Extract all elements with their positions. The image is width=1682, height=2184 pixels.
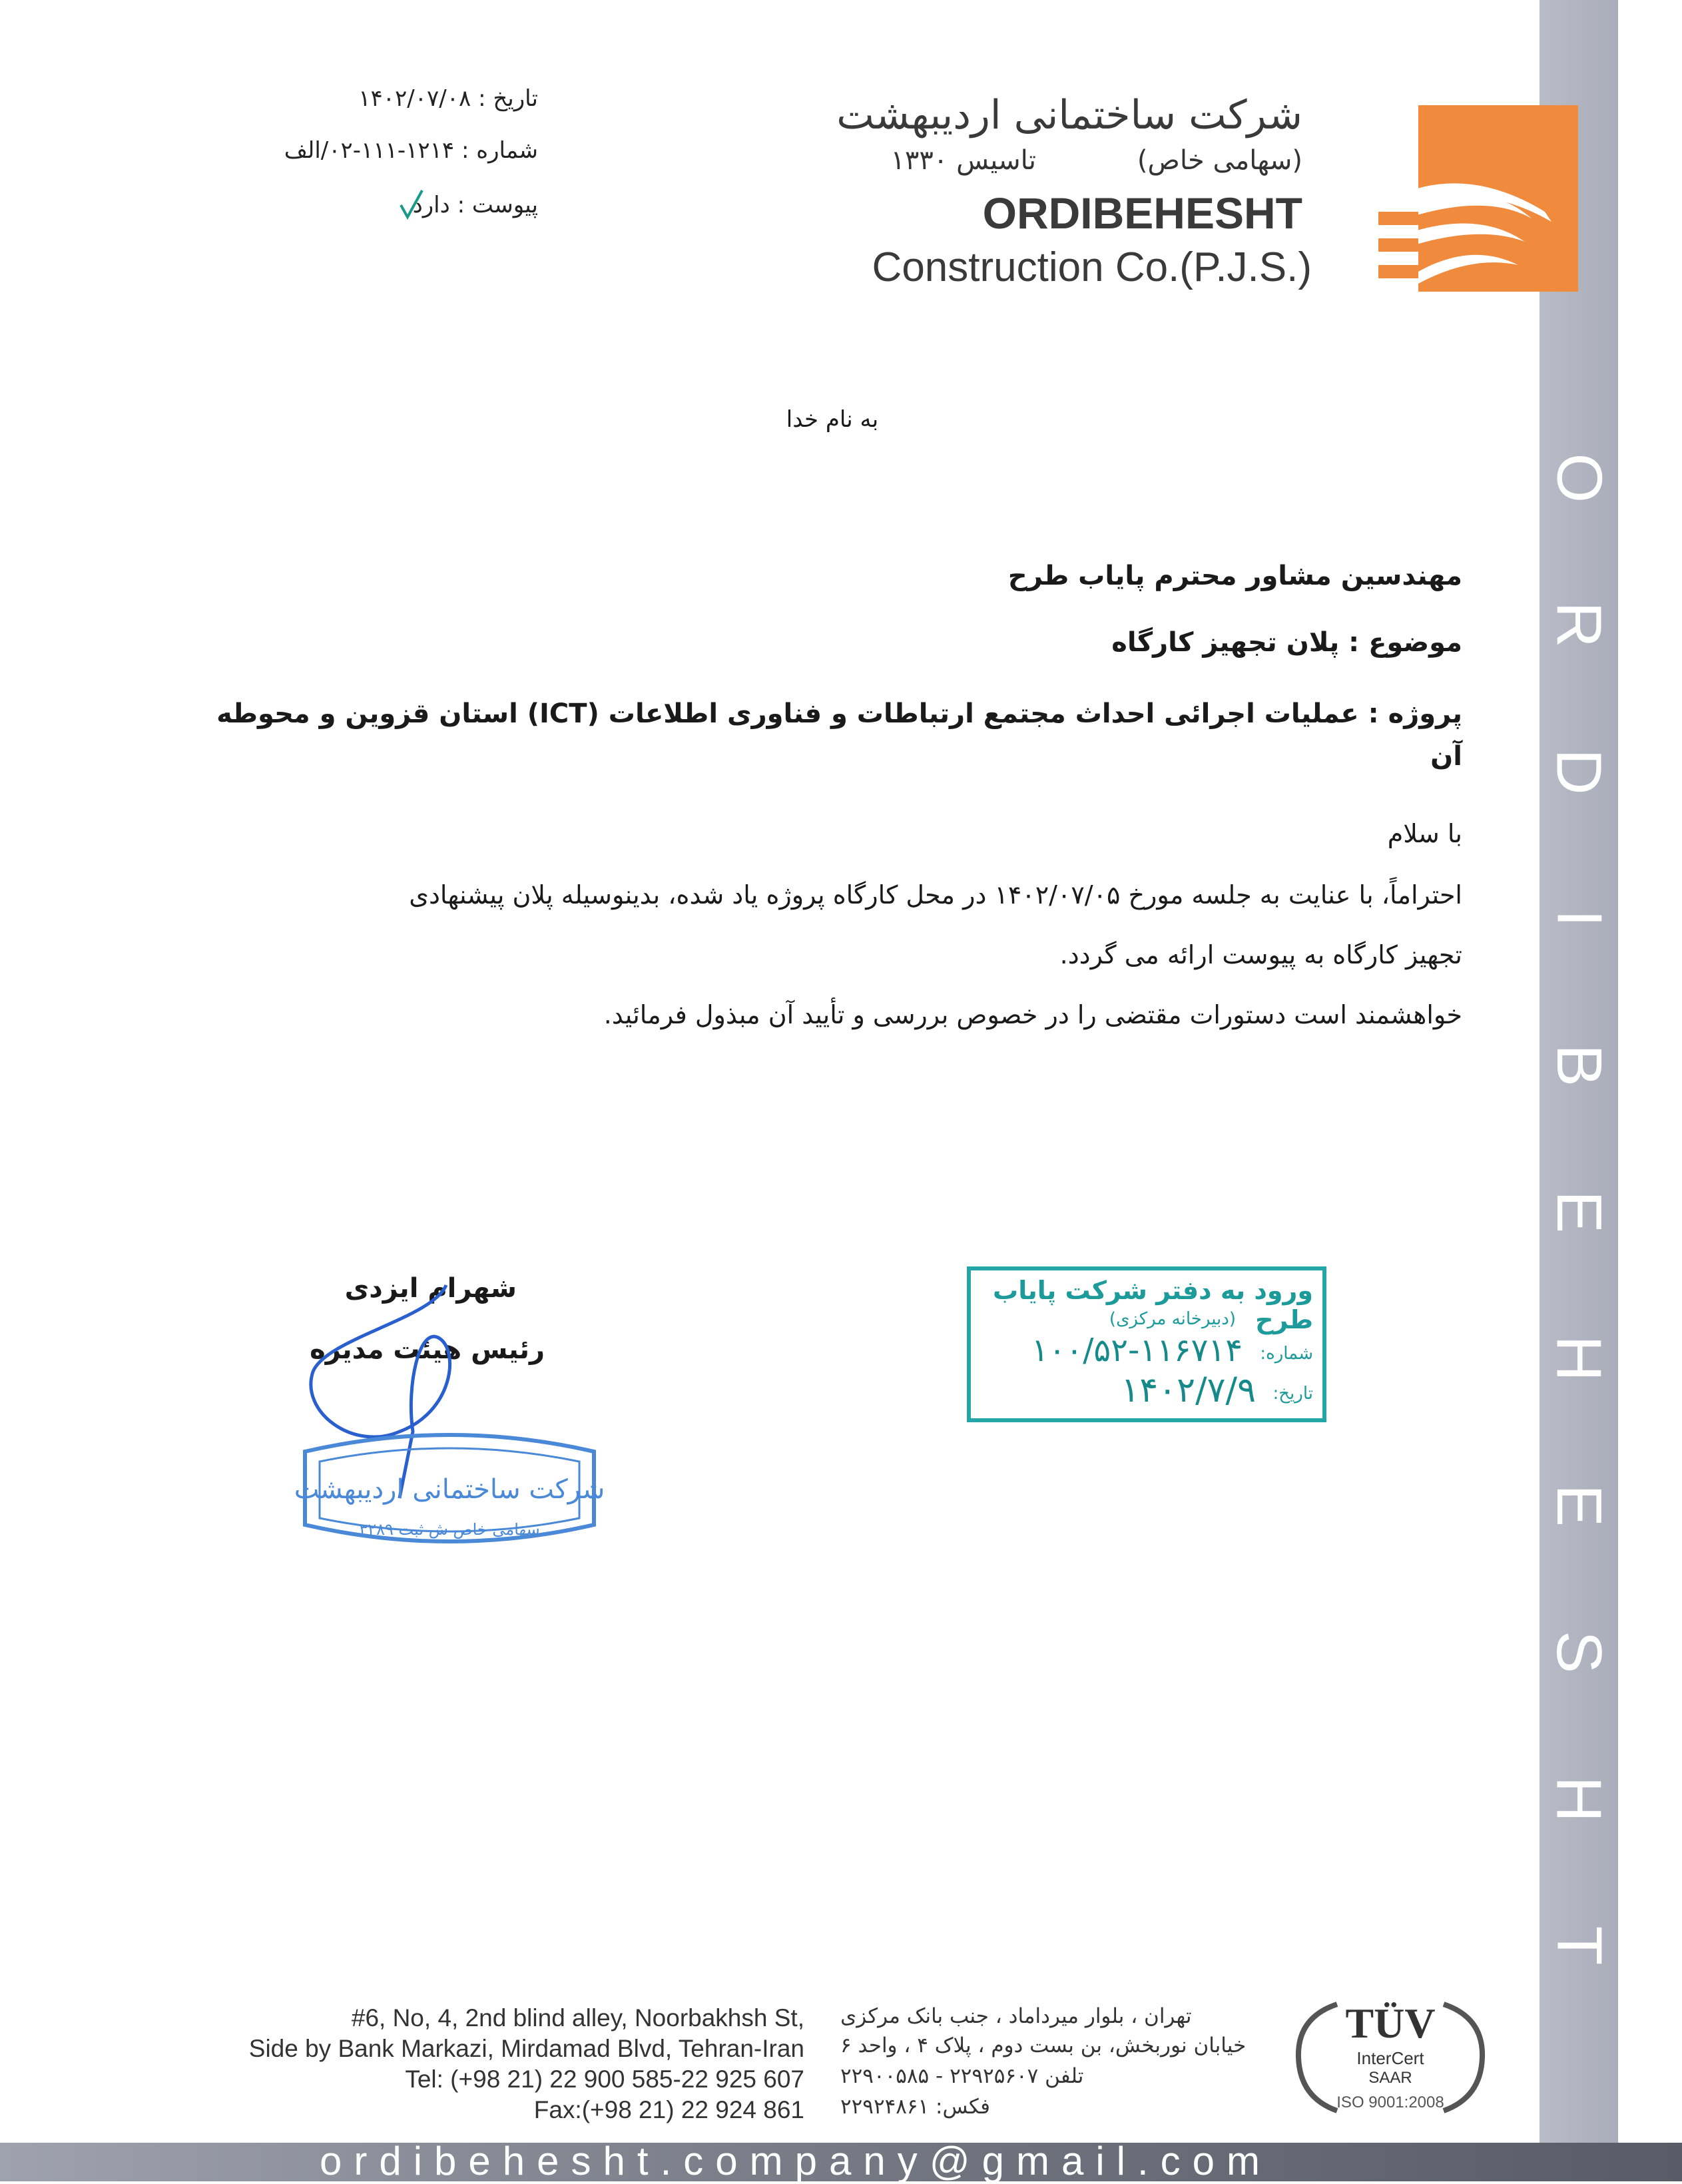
company-name-fa: شرکت ساختمانی اردیبهشت xyxy=(836,92,1302,138)
side-band-letter: H xyxy=(1543,1335,1615,1382)
body-line-3: خواهشمند است دستورات مقتضی را در خصوص بررسی و تأیید آن مبذول فرمائید. xyxy=(603,1000,1462,1029)
incoming-stamp-number-label: شماره: xyxy=(1260,1344,1313,1364)
greeting: با سلام xyxy=(1387,819,1462,848)
side-band-margin xyxy=(1618,0,1682,2181)
letter-number: شماره : ۱۲۱۴-۱۱۱-۰۲/الف xyxy=(284,137,538,164)
company-name-en-line2: Construction Co.(P.J.S.) xyxy=(872,244,1312,290)
company-stamp-text: شرکت ساختمانی اردیبهشت xyxy=(294,1474,605,1505)
tuv-iso: ISO 9001:2008 xyxy=(1336,2093,1444,2111)
body-line-2: تجهیز کارگاه به پیوست ارائه می گردد. xyxy=(1059,940,1462,969)
side-band-letter: T xyxy=(1543,1926,1615,1966)
side-band-letter: B xyxy=(1543,1043,1615,1087)
side-band-letter: S xyxy=(1543,1631,1615,1674)
footer-address-fa-2: خیابان نوربخش، بن بست دوم ، پلاک ۴ ، واحد ۶ xyxy=(840,2034,1247,2057)
side-band-letters xyxy=(1540,446,1618,1978)
signer-name: شهرام ایزدی xyxy=(344,1273,517,1304)
incoming-stamp xyxy=(967,1266,1326,1422)
subject: موضوع : پلان تجهیز کارگاه xyxy=(1111,627,1462,658)
side-band-letter: E xyxy=(1543,1190,1615,1233)
footer-phone-en: Tel: (+98 21) 22 900 585-22 925 607 xyxy=(405,2065,804,2093)
tuv-certification-logo xyxy=(1290,1991,1490,2117)
signer-title: رئیس هیئت مدیره xyxy=(310,1334,545,1365)
recipient: مهندسین مشاور محترم پایاب طرح xyxy=(1007,561,1462,591)
company-established: تاسیس ۱۳۳۰ xyxy=(890,145,1036,176)
side-band-letter: H xyxy=(1543,1775,1615,1822)
footer-email[interactable]: ordibehesht.company@gmail.com xyxy=(320,2139,1272,2183)
basmala: به نام خدا xyxy=(786,406,879,433)
letter-date: تاریخ : ۱۴۰۲/۰۷/۰۸ xyxy=(358,85,538,112)
tuv-brand: TÜV xyxy=(1345,2000,1436,2047)
incoming-stamp-title: ورود به دفتر شرکت پایاب طرح xyxy=(993,1276,1313,1334)
footer-fax-en: Fax:(+98 21) 22 924 861 xyxy=(533,2096,804,2123)
tuv-saar: SAAR xyxy=(1368,2069,1412,2087)
tuv-intercert: InterCert xyxy=(1356,2048,1424,2068)
footer-address-fa-1: تهران ، بلوار میرداماد ، جنب بانک مرکزی xyxy=(840,2004,1192,2028)
side-band-letter: R xyxy=(1543,601,1615,649)
footer-address-en-1: #6, No, 4, 2nd blind alley, Noorbakhsh St, xyxy=(351,2004,804,2032)
incoming-stamp-date: ۱۴۰۲/۷/۹ xyxy=(1121,1370,1256,1410)
company-name-en: ORDIBEHESHT xyxy=(982,188,1302,238)
incoming-stamp-number: ۱۰۰/۵۲-۱۱۶۷۱۴ xyxy=(1031,1332,1243,1369)
side-band-letter: D xyxy=(1543,748,1615,795)
incoming-stamp-date-label: تاریخ: xyxy=(1272,1384,1313,1404)
checkmark-icon xyxy=(398,188,425,221)
company-type-fa: (سهامی خاص) xyxy=(1137,145,1302,176)
company-logo xyxy=(1378,105,1578,292)
footer-fax-fa: فکس: ۲۲۹۲۴۸۶۱ xyxy=(840,2095,990,2119)
side-band-letter: I xyxy=(1543,909,1615,928)
incoming-stamp-subtitle: (دبیرخانه مرکزی) xyxy=(1109,1309,1236,1329)
letter-attachment: پیوست : دارد xyxy=(412,192,538,218)
side-band-letter: E xyxy=(1543,1484,1615,1527)
project-title: پروژه : عملیات اجرائی احداث مجتمع ارتباطات و فناوری اطلاعات (ICT) استان قزوین و محوطه آن xyxy=(216,698,1462,772)
company-stamp xyxy=(293,1425,606,1558)
footer-address-en-2: Side by Bank Markazi, Mirdamad Blvd, Tehran-Iran xyxy=(248,2035,804,2062)
side-band-letter: O xyxy=(1543,453,1615,503)
body-line-1: احتراماً، با عنایت به جلسه مورخ ۱۴۰۲/۰۷/۰۵ در محل کارگاه پروژه یاد شده، بدینوسیله پلان پیشنهادی xyxy=(409,880,1462,910)
company-stamp-registration: سهامی خاص ش ثبت ۳۲۸۹ xyxy=(359,1520,540,1539)
footer-phone-fa: تلفن ۲۲۹۲۵۶۰۷ - ۲۲۹۰۰۵۸۵ xyxy=(840,2064,1084,2088)
